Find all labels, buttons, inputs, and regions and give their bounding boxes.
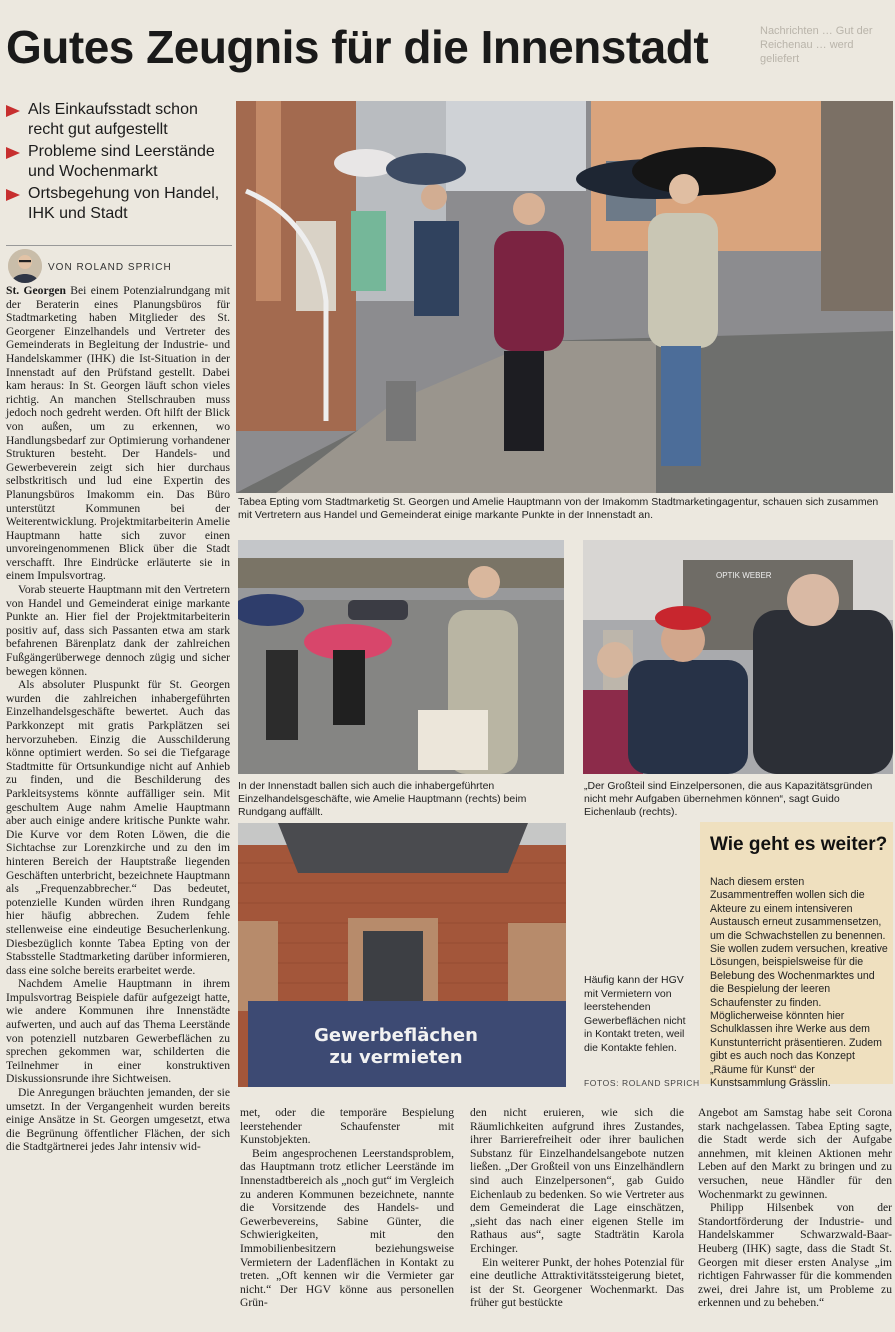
headline: Gutes Zeugnis für die Innenstadt [6, 21, 709, 73]
photo-innenstadt [238, 540, 564, 774]
article-column-1 [6, 284, 230, 1154]
banner-line-1: Gewerbeflächen [314, 1025, 478, 1046]
triangle-bullet-icon [6, 147, 20, 159]
paragraph: Philipp Hilsenbek von der Standortförderung der Industrie- und Handelskammer Schwarzwald-Baar-Heuberg (IHK) sagte, dass die Stadt St. Georgen mit dieser ersten Analyse „im richtigen Fahrwasser für die kommenden zwei, drei Jahre ist, um Probleme zu erkennen und zu beheben.“ [698, 1201, 892, 1310]
summary-bullets [6, 100, 232, 226]
info-box-title: Wie geht es weiter? [710, 834, 888, 855]
paragraph: St. Georgen Bei einem Potenzialrundgang mit der Beraterin eines Planungsbüros für Stadtmarketing haben Mitglieder des St. Georgener Einzelhandels und Vertreter des Gemeinderats in Begleitung der Industrie- und Handelskammer (IHK) die Ist-Situation in der Innenstadt auf den Prüfstand gestellt. Dabei kam heraus: In St. Georgen läuft schon vieles richtig. An manchen Stellschrauben muss jedoch noch gedreht werden. Oft hilft der Blick von außen, um zu erkennen, wo Handlungsbedarf zur Optimierung vorhandener Strukturen besteht. Der Handels- und Gewerbeverein zeigt sich hier durchaus selbstkritisch und lud eine Expertin des Planungsbüros Imakomm ein. Das Büro unterstützt Kommunen bei der Weiterentwicklung. Projektmitarbeiterin Amelie Hauptmann hatte sich zuvor einen unvoreingenommenen Blick über die Stadt verschafft. Ihre Eindrücke erläuterte sie in einem Impulsvortrag. [6, 284, 230, 583]
byline [6, 245, 232, 282]
bleed-through-text: Nachrichten … Gut der Reichenau … werd geliefert [760, 25, 873, 65]
photo-rundgang-main [236, 101, 893, 493]
author-name: VON ROLAND SPRICH [48, 262, 172, 273]
paragraph: Ein weiterer Punkt, der hohes Potenzial für eine deutliche Attraktivitätssteigerung bietet, ist der St. Georgener Wochenmarkt. Das früher gut bestückte [470, 1255, 684, 1310]
info-box [700, 822, 893, 1090]
photo-credit: FOTOS: ROLAND SPRICH [584, 1078, 700, 1088]
paragraph: den nicht eruieren, wie sich die Räumlichkeiten aufgrund ihres Zustandes, ihrer Barrierefreiheit oder ihrer baulichen Substanz für Einzelhandelsangebote nutzen ließen. „Der Großteil von uns Einzelhändlern sind auch Einzelpersonen“, gab Guido Eichenlaub zu bedenken. So wie Vertreter aus dem Gemeinderat die Lage einschätzen, „sieht das nach einer eigenen Stelle im Rathaus aus“, sagte Stadträtin Karola Erchinger. [470, 1106, 684, 1255]
caption-left: In der Innenstadt ballen sich auch die inhabergeführten Einzelhandelsgeschäfte, wie Amelie Hauptmann (rechts) beim Rundgang auffällt. [238, 780, 527, 818]
article-column-3 [470, 1106, 684, 1310]
shop-sign: OPTIK WEBER [716, 571, 772, 580]
banner-text [296, 1025, 496, 1069]
caption-main: Tabea Epting vom Stadtmarketig St. Georgen und Amelie Hauptmann von der Imakomm Stadtmarketingagentur, schauen sich zusammen mit Vertretern aus Handel und Gemeinderat einige markante Punkte in der Innenstadt an. [238, 496, 879, 521]
article-column-4 [698, 1106, 892, 1310]
dateline: St. Georgen [6, 284, 66, 297]
caption-side: Häufig kann der HGV mit Vermietern von leerstehenden Gewerbeflächen nicht in Kontakt treten, weil die Kontakte fehlen. [584, 974, 686, 1054]
summary-bullet: Ortsbegehung von Handel, IHK und Stadt [6, 184, 232, 224]
caption-right: „Der Großteil sind Einzelpersonen, die aus Kapazitätsgründen nicht mehr Aufgaben übernehmen können“, sagt Guido Eichenlaub (rechts). [584, 780, 873, 818]
paragraph: Nachdem Amelie Hauptmann in ihrem Impulsvortrag Beispiele dafür aufgezeigt hatte, wie andere Kommunen ihre Innenstädte aufwerten, und auch auf das Thema Leerstände von potenziell nutzbaren Gewerbeflächen zu sprechen gekommen war, schilderten die Teilnehmer in einer konstruktiven Diskussionsrunde ihre Sichtweisen. [6, 977, 230, 1086]
paragraph: met, oder die temporäre Bespielung leerstehender Schaufenster mit Kunstobjekten. [240, 1106, 454, 1147]
article-column-2 [240, 1106, 454, 1310]
summary-bullet: Probleme sind Leerstände und Wochenmarkt [6, 142, 232, 182]
triangle-bullet-icon [6, 189, 20, 201]
paragraph: Beim angesprochenen Leerstandsproblem, das Hauptmann trotz etlicher Leerstände im Innenstadtbereich als „noch gut“ im Vergleich zu anderen Kommunen bezeichnete, nannte die Vorsitzende des Handels- und Gewerbevereins, Sabine Günter, die Schwierigkeiten, mit den Immobilienbesitzern beziehungsweise Vermietern der Ladenflächen in Kontakt zu treten. „Oft kennen wir die Vermieter gar nicht.“ Der HGV könne aus personellen Grün- [240, 1146, 454, 1310]
author-avatar [8, 249, 42, 283]
triangle-bullet-icon [6, 105, 20, 117]
paragraph: Als absoluter Pluspunkt für St. Georgen wurden die zahlreichen inhabergeführten Einzelhandelsgeschäfte bewertet. Auch das Parkkonzept mit gratis Parkplätzen sei hervorzuheben. Einzig die Ausschilderung könne optimiert werden. So sei die Tiefgarage Stadtmitte für Ortsunkundige nicht auf Anhieb zu finden, und die Beschilderung des Parkleitsystems könnte auffälliger sein. Mit geschultem Auge nahm Amelie Hauptmann aber auch einige andere kritische Punkte wahr. Die Kurve vor dem Roten Löwen, die die Sichtachse zur Lorenzkirche und zu den im hinteren Bereich der Hauptstraße liegenden Geschäften unterbricht, bezeichnete Hauptmann als „Frequenzabbrecher.“ Das bedeutet, potenzielle Kunden würden ihren Rundgang hier häufig abbrechen. Zudem fehle stellenweise eine eindeutige Besucherlenkung. Diesbezüglich konnte Tabea Epting von der Stabsstelle Stadtmarketing darüber informieren, dass eine solche bereits erarbeitet werde. [6, 678, 230, 977]
banner-line-2: zu vermieten [329, 1047, 463, 1068]
info-box-text: Nach diesem ersten Zusammentreffen wollen sich die Akteure zu einem intensiveren Austausch erneut zusammensetzen, um die Schwachstellen zu benennen. Sie wollen zudem versuchen, kreative Lösungen, beispielsweise für die Belebung des Wochenmarktes und die Bespielung der leeren Schaufenster zu finden. Möglicherweise könnten hier Schulklassen ihre Werke aus dem Kunstunterricht präsentieren. Zudem gibt es auch noch das Konzept „Räume für Kunst“ der Kunstsammlung Grässlin. [710, 876, 888, 1090]
paragraph: Vorab steuerte Hauptmann mit den Vertretern von Handel und Gemeinderat einige markante Punkte an. Hier fiel der Projektmitarbeiterin positiv auf, dass sich Passanten etwa am stark befahrenen Bärenplatz dank der zahlreichen Fußgängerüberwege dennoch zügig und sicher bewegen können. [6, 583, 230, 678]
summary-bullet: Als Einkaufsstadt schon recht gut aufgestellt [6, 100, 232, 140]
paragraph: Angebot am Samstag habe seit Corona stark nachgelassen. Tabea Epting sagte, die Stadt werde sich der Aufgabe annehmen, mit kleinen Aktionen mehr Leben auf den Markt zu bringen und zu versuchen, neue Händler für den Wochenmarkt zu gewinnen. [698, 1106, 892, 1201]
paragraph: Die Anregungen bräuchten jemanden, der sie umsetzt. In der Vergangenheit wurden bereits einige Ansätze in St. Georgen umgesetzt, etwa die Begrünung öffentlicher Flächen, der sich die Stadtgärtnerei jedes Jahr intensiv wid- [6, 1086, 230, 1154]
